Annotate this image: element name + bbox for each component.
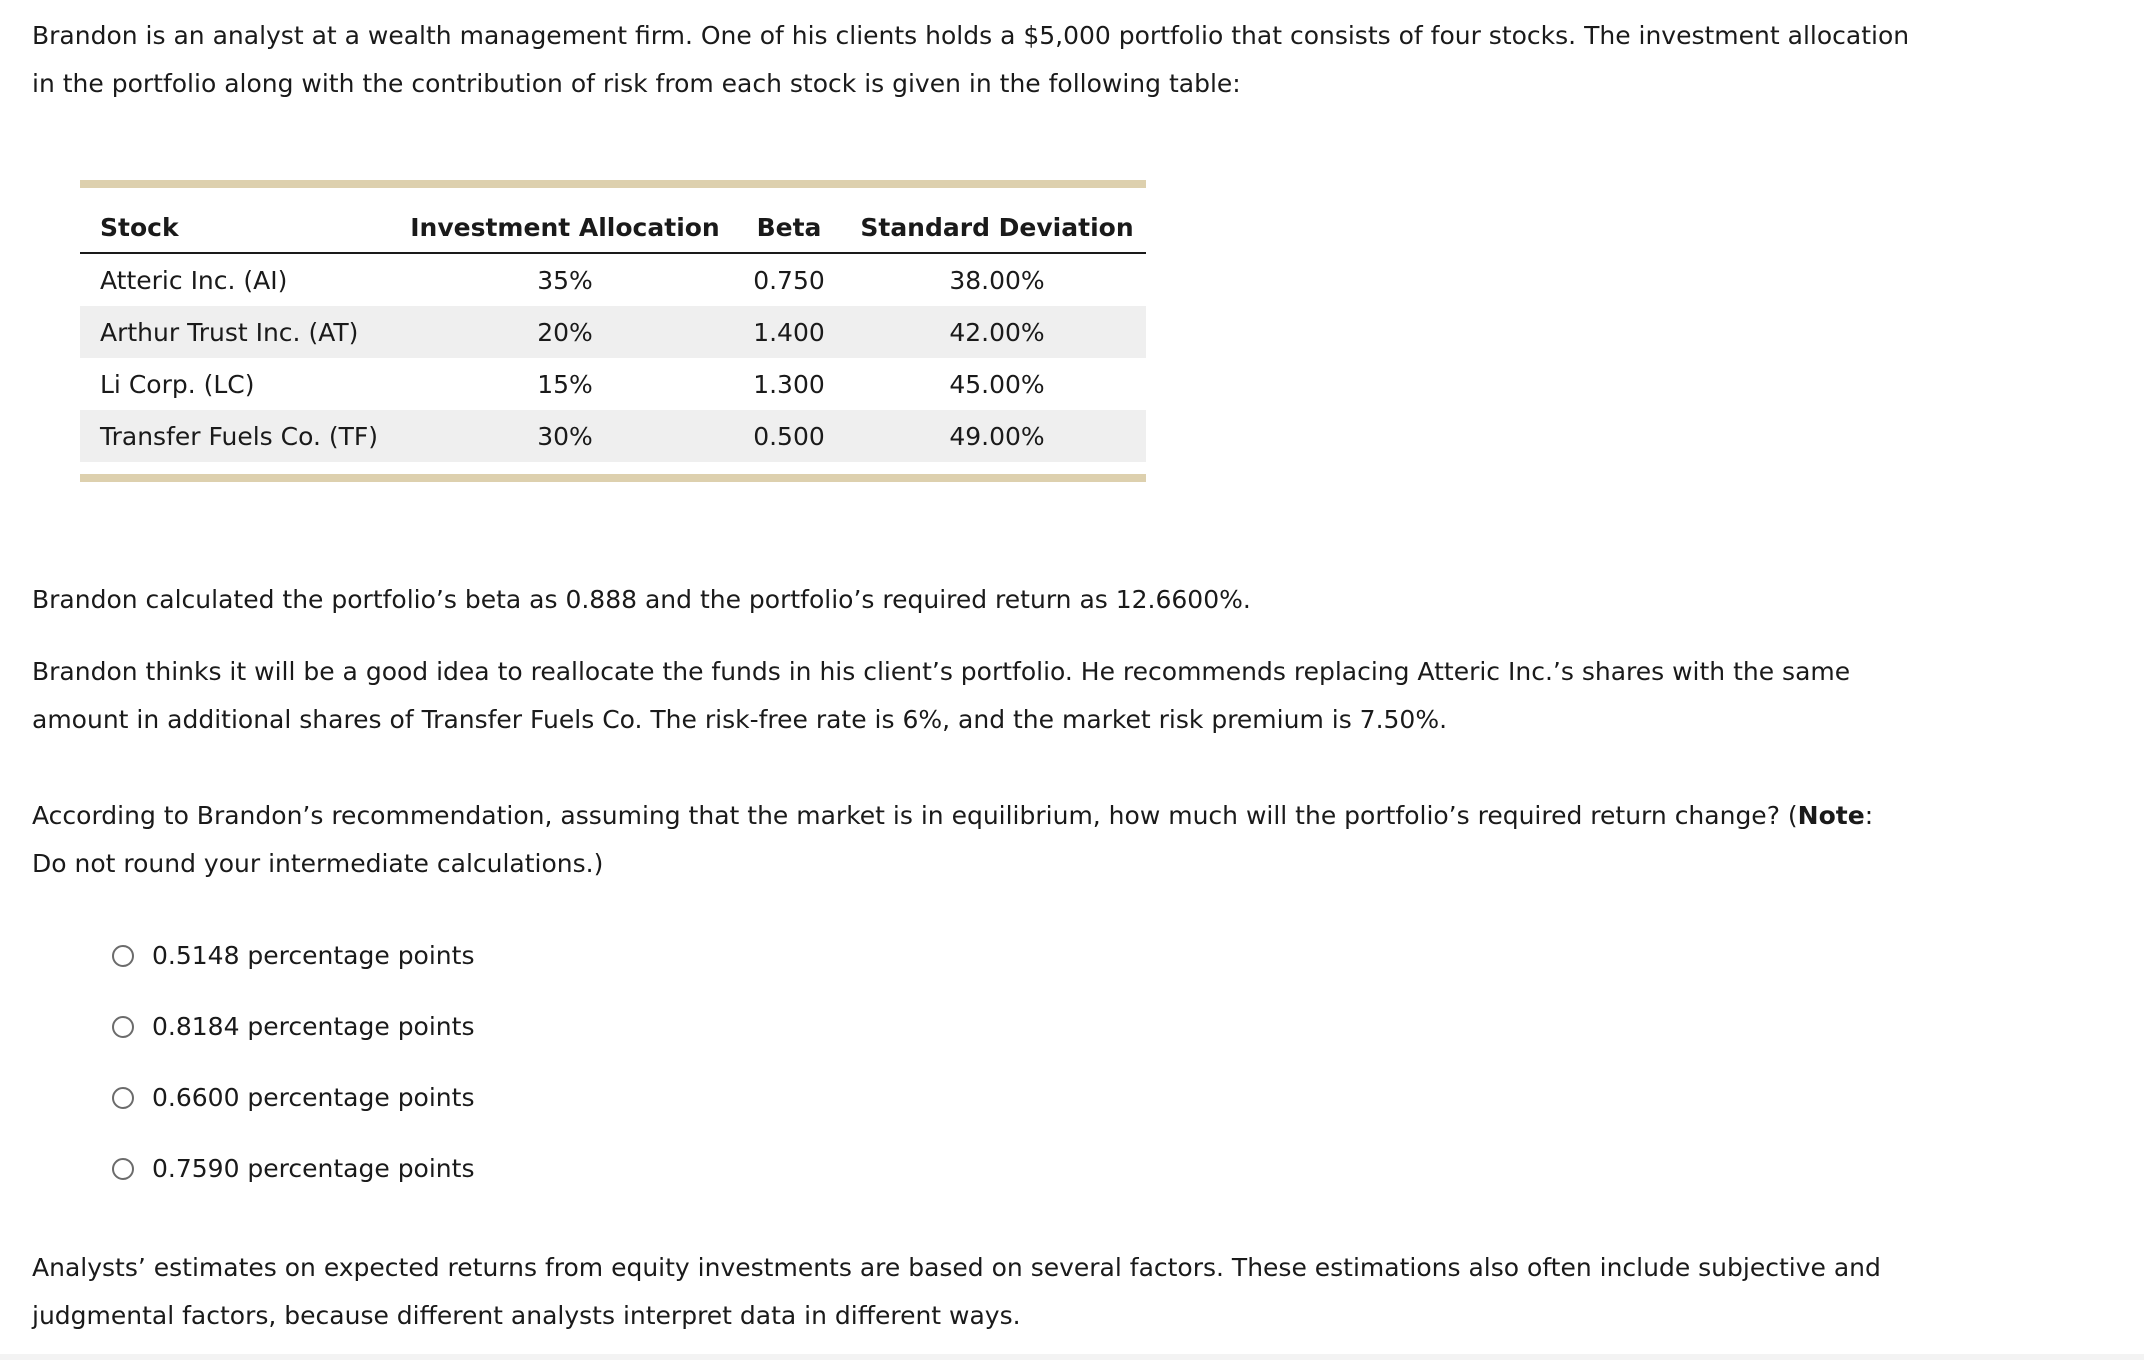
answer-option[interactable] <box>112 1062 474 1133</box>
answer-option-label: 0.5148 percentage points <box>152 941 475 970</box>
answer-option[interactable] <box>112 991 474 1062</box>
answer-option-label: 0.8184 percentage points <box>152 1012 475 1041</box>
portfolio-table <box>80 180 1146 482</box>
cell-allocation: 20% <box>400 306 730 358</box>
intro-paragraph: Brandon is an analyst at a wealth management firm. One of his clients holds a $5,000 portfolio that consists of four stocks. The investment allocation in the portfolio along with the contribution of risk from each stock is given in the following table: <box>32 21 1910 98</box>
cell-beta: 1.400 <box>730 306 848 358</box>
calculation-paragraph: Brandon calculated the portfolio’s beta as 0.888 and the portfolio’s required return as 12.6600%. <box>32 585 1251 614</box>
question-text-end: : Do not round your intermediate calculations.) <box>32 801 1874 878</box>
cell-stock: Li Corp. (LC) <box>100 369 255 399</box>
radio-button[interactable] <box>112 1087 134 1109</box>
radio-button[interactable] <box>112 945 134 967</box>
cell-allocation: 15% <box>537 369 593 399</box>
closing-paragraph: Analysts’ estimates on expected returns from equity investments are based on several factors. These estimations also often include subjective and judgmental factors, because different analysts interpret data in different ways. <box>32 1253 1881 1330</box>
answer-option-label: 0.7590 percentage points <box>152 1154 475 1183</box>
cell-beta: 0.500 <box>730 410 848 462</box>
question-paragraph <box>32 792 1912 888</box>
cell-beta: 0.750 <box>753 265 825 295</box>
cell-stock: Transfer Fuels Co. (TF) <box>80 410 400 462</box>
cell-allocation: 35% <box>537 265 593 295</box>
header-allocation: Investment Allocation <box>400 202 730 253</box>
note-label: Note <box>1797 801 1865 830</box>
radio-button[interactable] <box>112 1158 134 1180</box>
table-top-rule <box>80 180 1146 188</box>
table-bottom-rule <box>80 474 1146 482</box>
table-row <box>80 410 1146 462</box>
table-row <box>80 306 1146 358</box>
answer-options <box>112 920 474 1204</box>
table-row <box>80 253 1146 306</box>
recommendation-paragraph: Brandon thinks it will be a good idea to reallocate the funds in his client’s portfolio. He recommends replacing Atteric Inc.’s shares with the same amount in additional shares of Transfer Fuels Co. The risk-free rate is 6%, and the market risk premium is 7.50%. <box>32 657 1851 734</box>
answer-option[interactable] <box>112 920 474 991</box>
answer-option-label: 0.6600 percentage points <box>152 1083 475 1112</box>
header-stock: Stock <box>80 202 400 253</box>
table-header-row <box>80 202 1146 253</box>
cell-standard-deviation: 49.00% <box>848 410 1146 462</box>
table-row <box>80 358 1146 410</box>
cell-allocation: 30% <box>400 410 730 462</box>
question-text-start: According to Brandon’s recommendation, assuming that the market is in equilibrium, how much will the portfolio’s required return change? ( <box>32 801 1798 830</box>
page-bottom-edge <box>0 1354 2144 1360</box>
cell-standard-deviation: 42.00% <box>848 306 1146 358</box>
cell-standard-deviation: 45.00% <box>949 369 1045 399</box>
cell-stock: Arthur Trust Inc. (AT) <box>80 306 400 358</box>
cell-standard-deviation: 38.00% <box>949 265 1045 295</box>
header-beta: Beta <box>730 202 848 253</box>
cell-stock: Atteric Inc. (AI) <box>100 265 288 295</box>
cell-beta: 1.300 <box>753 369 825 399</box>
answer-option[interactable] <box>112 1133 474 1204</box>
radio-button[interactable] <box>112 1016 134 1038</box>
portfolio-data-table <box>80 202 1146 462</box>
header-standard-deviation: Standard Deviation <box>848 202 1146 253</box>
